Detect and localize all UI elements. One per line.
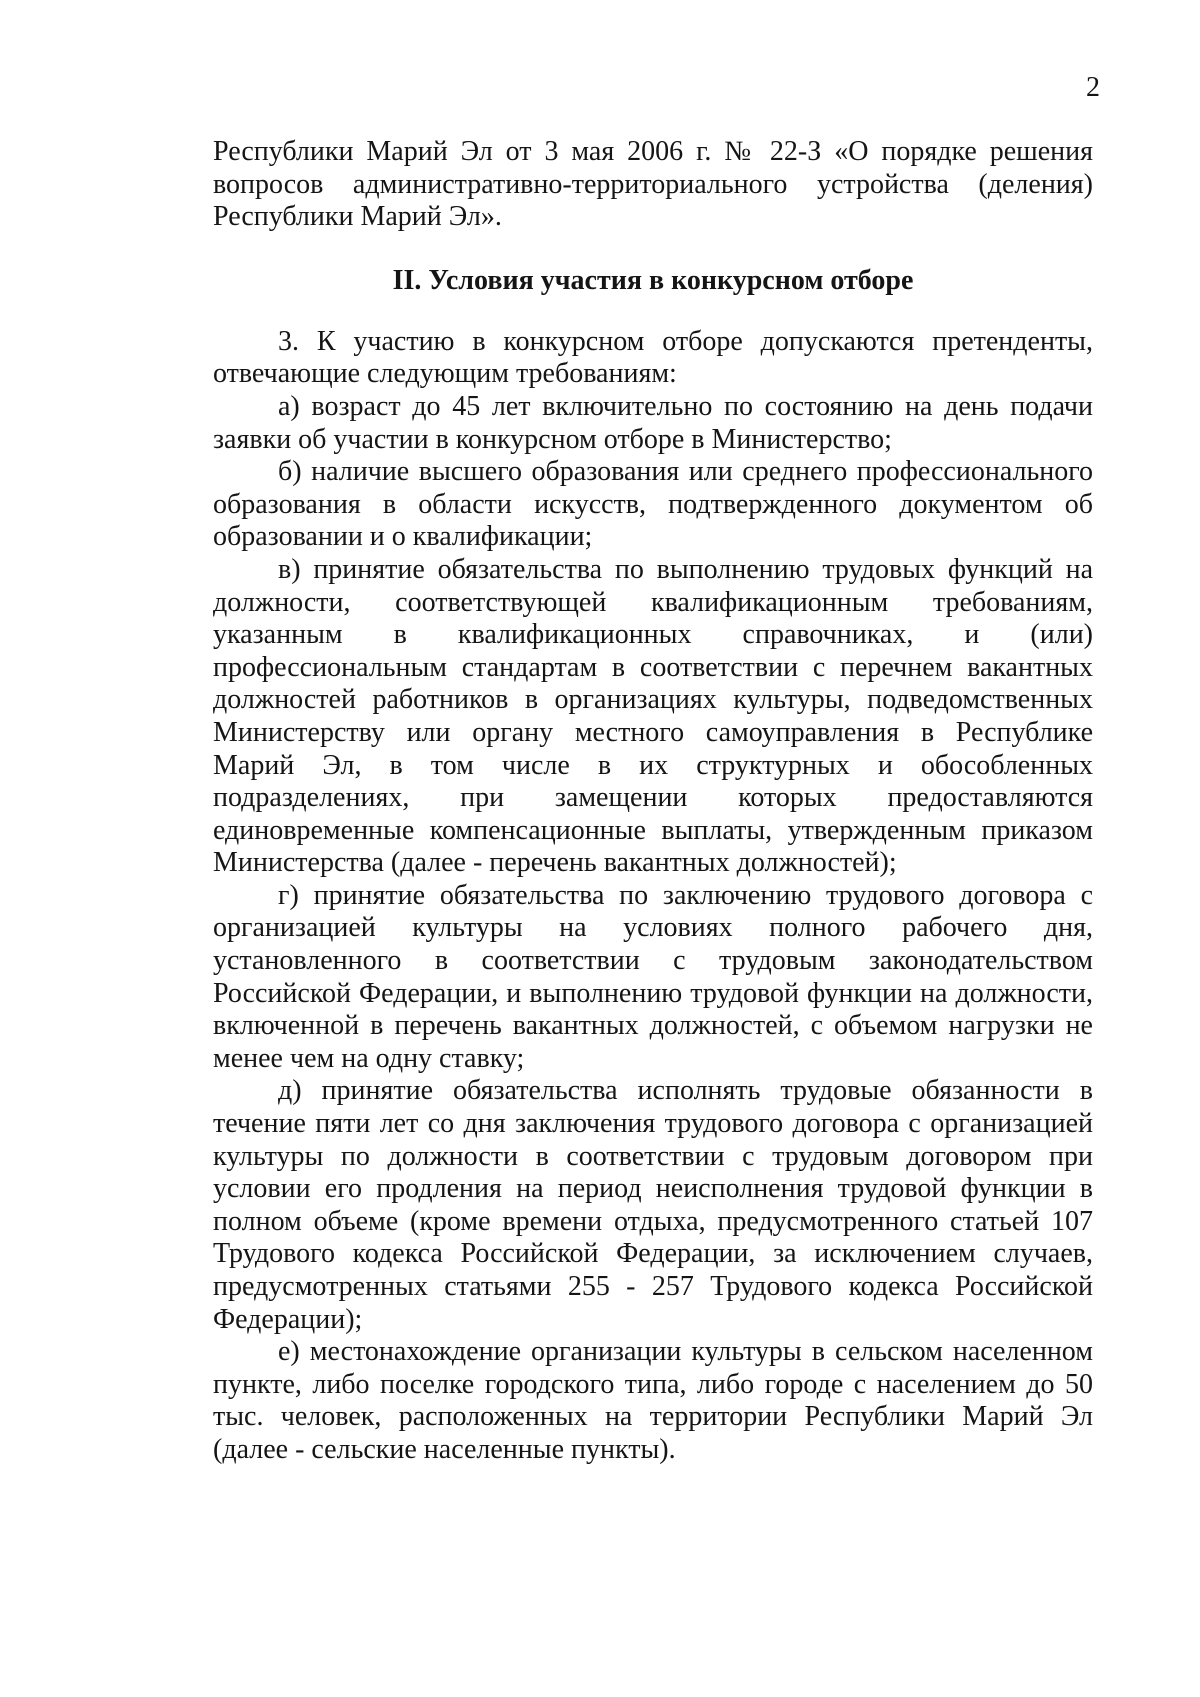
section-heading: II. Условия участия в конкурсном отборе	[392, 264, 914, 296]
paragraph-3: 3. К участию в конкурсном отборе допускаются претенденты, отвечающие следующим требованиям:	[213, 325, 1093, 390]
item-e: е) местонахождение организации культуры в сельском населенном пункте, либо поселке городского типа, либо городе с населением до 50 тыс. человек, расположенных на территории Республики Марий Эл (далее - сельские населенные пункты).	[213, 1336, 1093, 1465]
document-body	[213, 136, 1093, 1467]
item-b: б) наличие высшего образования или среднего профессионального образования в области искусств, подтвержденного документом об образовании и о квалификации;	[213, 456, 1093, 553]
item-d: д) принятие обязательства исполнять трудовые обязанности в течение пяти лет со дня заключения трудового договора с организацией культуры по должности в соответствии с трудовым договором при условии его продления на период неисполнения трудовой функции в полном объеме (кроме времени отдыха, предусмотренного статьей 107 Трудового кодекса Российской Федерации, за исключением случаев, предусмотренных статьями 255 - 257 Трудового кодекса Российской Федерации);	[213, 1075, 1093, 1335]
page-number: 2	[1086, 72, 1100, 103]
item-a: а) возраст до 45 лет включительно по состоянию на день подачи заявки об участии в конкурсном отборе в Министерство;	[213, 390, 1093, 455]
intro-paragraph: Республики Марий Эл от 3 мая 2006 г. № 22-З «О порядке решения вопросов административно-территориального устройства (деления) Республики Марий Эл».	[213, 136, 1093, 233]
item-g: г) принятие обязательства по заключению трудового договора с организацией культуры на условиях полного рабочего дня, установленного в соответствии с трудовым законодательством Российской Федерации, и выполнению трудовой функции на должности, включенной в перечень вакантных должностей, с объемом нагрузки не менее чем на одну ставку;	[213, 879, 1093, 1074]
item-v: в) принятие обязательства по выполнению трудовых функций на должности, соответствующей квалификационным требованиям, указанным в квалификационных справочниках, и (или) профессиональным стандартам в соответствии с перечнем вакантных должностей работников в организациях культуры, подведомственных Министерству или органу местного самоуправления в Республике Марий Эл, в том числе в их структурных и обособленных подразделениях, при замещении которых предоставляются единовременные компенсационные выплаты, утвержденным приказом Министерства (далее - перечень вакантных должностей);	[213, 553, 1093, 879]
